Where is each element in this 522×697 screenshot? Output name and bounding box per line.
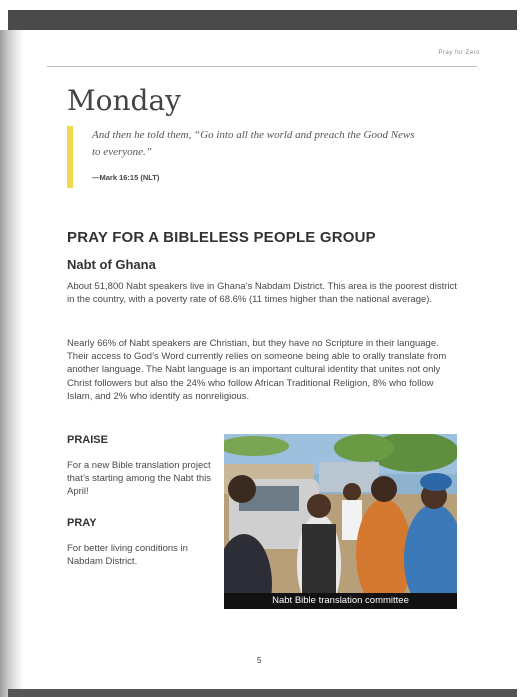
photo-caption: Nabt Bible translation committee	[224, 593, 457, 609]
section-heading: PRAY FOR A BIBLELESS PEOPLE GROUP	[67, 229, 376, 246]
praise-text: For a new Bible translation project that’s starting among the Nabt this April!	[67, 460, 211, 498]
bottom-frame-bar	[8, 689, 517, 697]
page-number: 5	[257, 656, 262, 665]
page-edge-shadow	[0, 30, 24, 697]
praise-heading: PRAISE	[67, 434, 108, 446]
scripture-quote: And then he told them, “Go into all the world and preach the Good News to everyone.”	[92, 129, 415, 158]
header-divider	[47, 66, 477, 67]
photo-illustration	[224, 434, 457, 609]
running-header: Pray for Zero	[438, 50, 480, 56]
pray-heading: PRAY	[67, 517, 97, 529]
detail-paragraph: Nearly 66% of Nabt speakers are Christian, but they have no Scripture in their language. Their access to God’s Word currently relies on someone being able to orally translate from another language. The Nabt language is an important cultural identity that unites not only Christ followers but also the 24% who follow African Traditional Religion, 8% who follow Islam, and 2% who identify as nonreligious.	[67, 338, 447, 402]
page-title: Monday	[67, 84, 181, 117]
pray-text: For better living conditions in Nabdam District.	[67, 543, 188, 568]
scripture-reference: —Mark 16:15 (NLT)	[92, 173, 160, 182]
people-group-name: Nabt of Ghana	[67, 257, 156, 272]
quote-accent-bar	[67, 126, 73, 188]
committee-photo	[224, 434, 457, 609]
intro-paragraph: About 51,800 Nabt speakers live in Ghana’s Nabdam District. This area is the poorest district in the country, with a poverty rate of 68.6% (11 times higher than the national average).	[67, 281, 457, 306]
top-frame-bar	[8, 10, 517, 30]
